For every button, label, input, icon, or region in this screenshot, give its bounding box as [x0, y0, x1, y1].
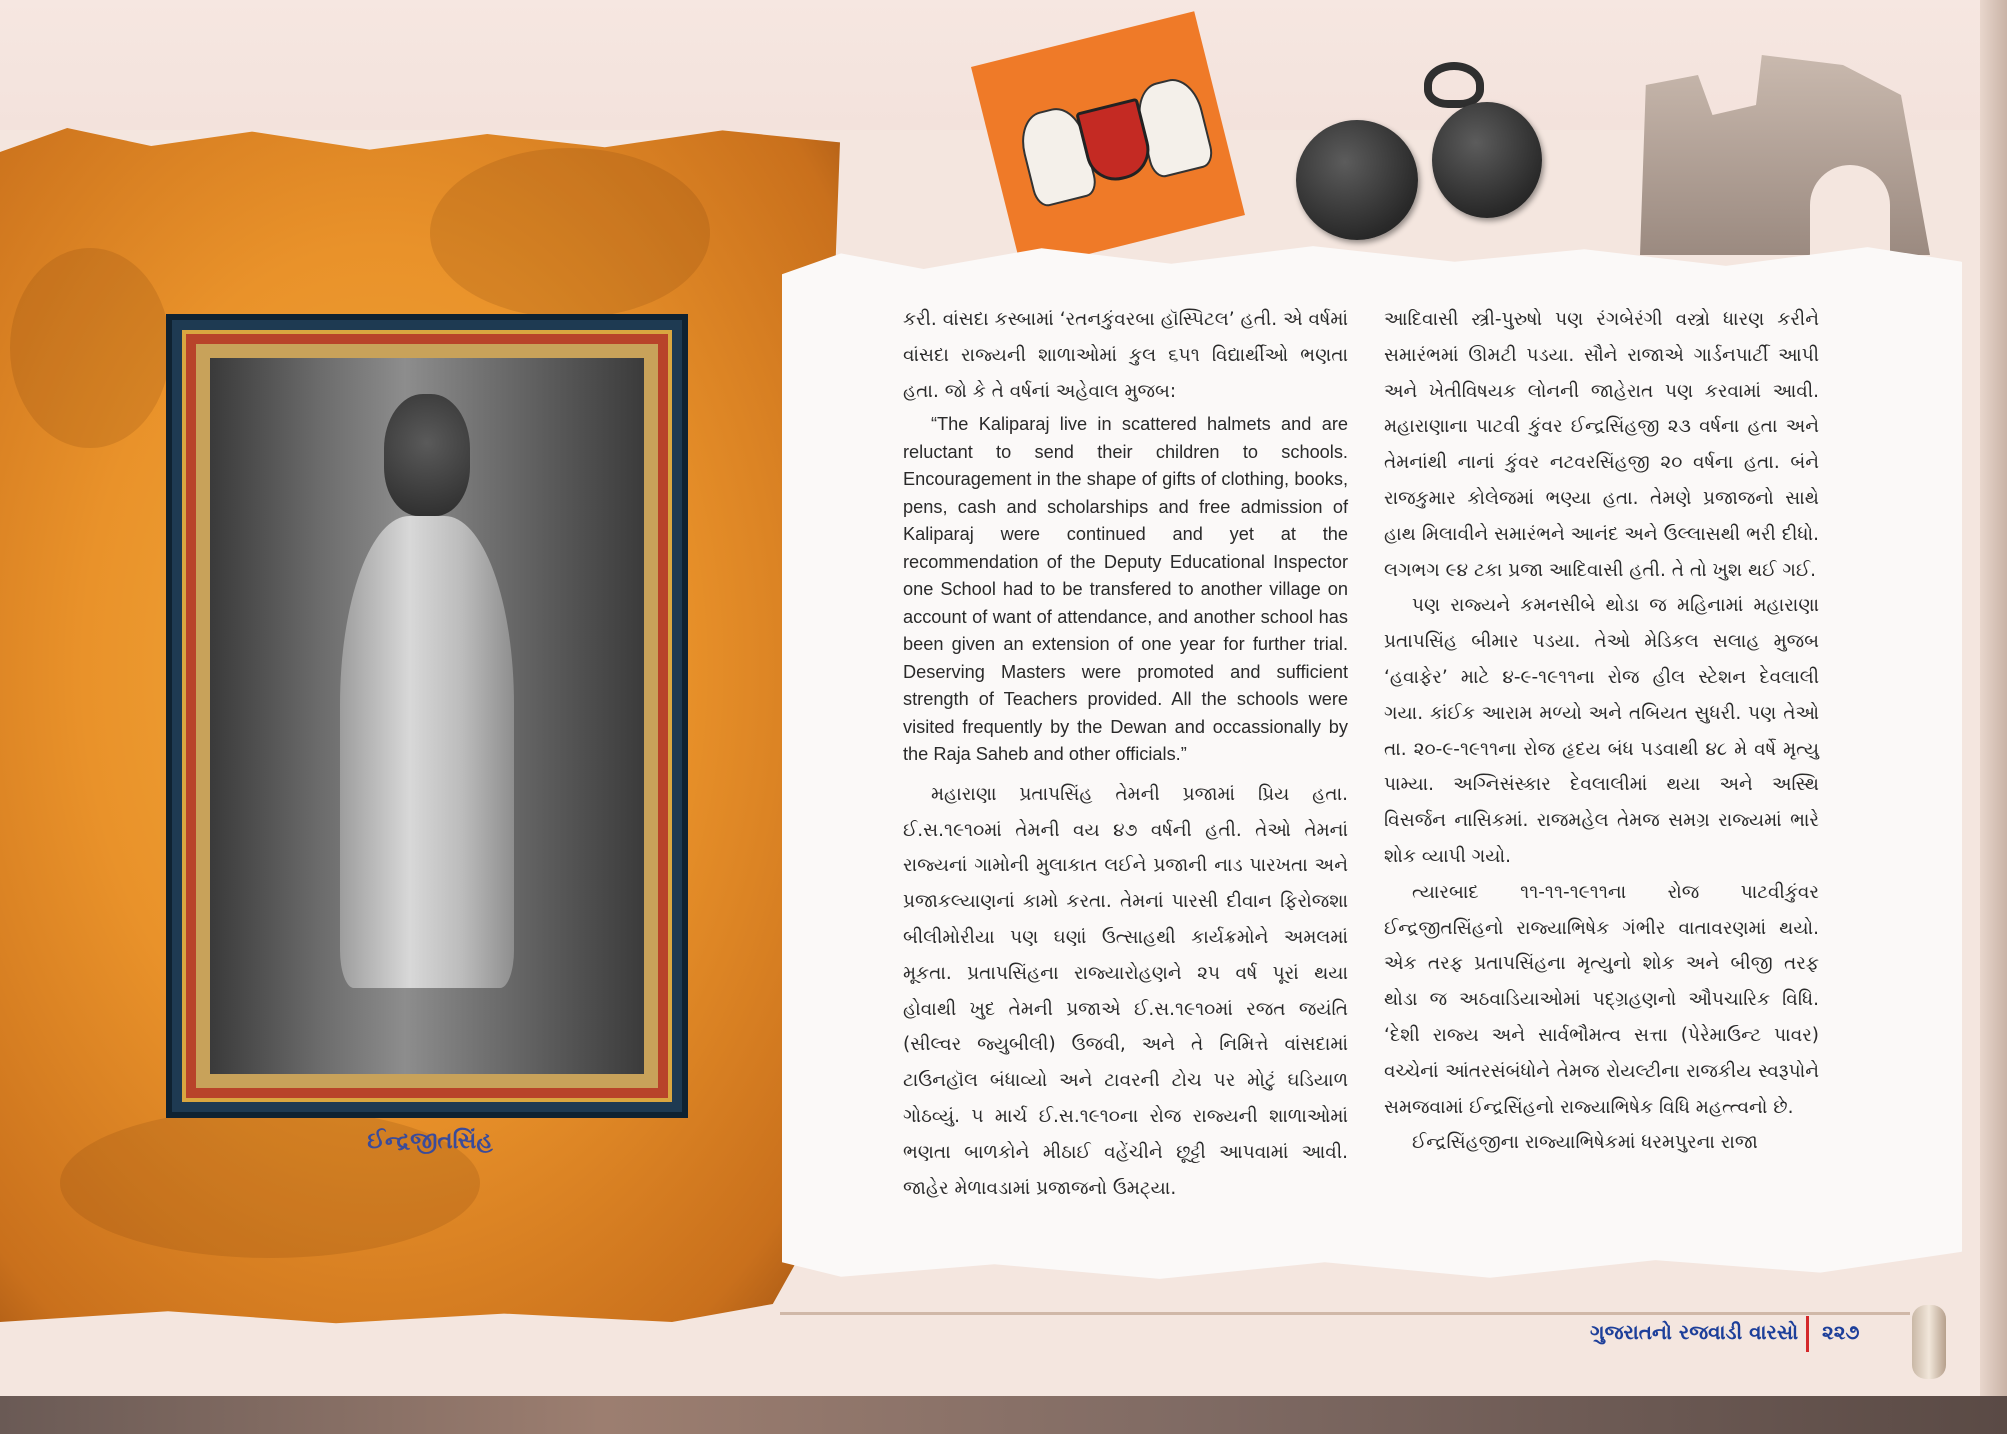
book-edge	[1980, 0, 2007, 1434]
coin-image	[1296, 120, 1418, 240]
coin-image	[1432, 102, 1542, 218]
portrait-photo	[210, 358, 644, 1074]
footer-divider	[1806, 1316, 1809, 1352]
portrait-frame	[166, 314, 688, 1118]
portrait-figure-head	[384, 394, 471, 516]
portrait-border	[186, 334, 668, 1098]
book-title: ગુજરાતનો રજવાડી વારસો	[1590, 1320, 1799, 1344]
fort-arch	[1810, 165, 1890, 255]
left-text-column	[903, 302, 1348, 1206]
scroll-curl-ornament	[1912, 1305, 1946, 1379]
portrait-caption: ઈન્દ્રજીતસિંહ	[367, 1128, 493, 1154]
page-number: ૨૨૭	[1822, 1320, 1860, 1344]
parchment-stain	[10, 248, 170, 448]
quoted-paragraph: “The Kaliparaj live in scattered halmets and are reluctant to send their children to schools. Encouragement in the shape of gifts of clothing, books, pens, cash and scholarships and free admission of Kaliparaj were continued and yet at the recommendation of the Deputy Educational Inspector one School had to be transfered to another village on account of want of attendance, and another school has been given an extension of one year for further trial. Deserving Masters were promoted and sufficient strength of Teachers provided. All the schools were visited frequently by the Dewan and occassionally by the Raja Saheb and other officials.”	[903, 414, 1348, 765]
paragraph: કરી. વાંસદા કસ્બામાં ‘રતનકુંવરબા હૉસ્પિટલ’ હતી. એ વર્ષમાં વાંસદા રાજ્યની શાળાઓમાં કુલ ૬૫૧ વિદ્યાર્થીઓ ભણતા હતા. જો કે તે વર્ષનાં અહેવાલ મુજબ:	[903, 309, 1348, 402]
paragraph: ઈન્દ્રસિંહજીના રાજ્યાભિષેકમાં ધરમપુરના રાજા	[1412, 1132, 1758, 1154]
paragraph: મહારાણા પ્રતાપસિંહ તેમની પ્રજામાં પ્રિય હતા. ઈ.સ.૧૯૧૦માં તેમની વય ૪૭ વર્ષની હતી. તેઓ તેમનાં રાજ્યનાં ગામોની મુલાકાત લઈને પ્રજાની નાડ પારખતા અને પ્રજાકલ્યાણનાં કામો કરતા. તેમનાં પારસી દીવાન ફિરોજશા બીલીમોરીયા પણ ઘણાં ઉત્સાહથી કાર્યક્રમોને અમલમાં મૂકતા. પ્રતાપસિંહના રાજ્યારોહણને ૨૫ વર્ષ પૂરાં થયા હોવાથી ખુદ તેમની પ્રજાએ ઈ.સ.૧૯૧૦માં રજત જયંતિ (સીલ્વર જ્યુબીલી) ઉજવી, અને તે નિમિત્તે વાંસદામાં ટાઉનહૉલ બંધાવ્યો અને ટાવરની ટોચ પર મોટું ઘડિયાળ ગોઠવ્યું. ૫ માર્ચ ઈ.સ.૧૯૧૦ના રોજ રાજ્યની શાળાઓમાં ભણતા બાળકોને મીઠાઈ વહેંચીને છૂટ્ટી આપવામાં આવી. જાહેર મેળાવડામાં પ્રજાજનો ઉમટ્યા.	[903, 783, 1348, 1199]
paragraph: પણ રાજ્યને કમનસીબે થોડા જ મહિનામાં મહારાણા પ્રતાપસિંહ બીમાર પડયા. તેઓ મેડિકલ સલાહ મુજબ ‘હવાફેર’ માટે ૪-૯-૧૯૧૧ના રોજ હીલ સ્ટેશન દેવલાલી ગયા. કાંઈક આરામ મળ્યો અને તબિયત સુધરી. પણ તેઓ તા. ૨૦-૯-૧૯૧૧ના રોજ હૃદય બંધ પડવાથી ૪૮ મે વર્ષે મૃત્યુ પામ્યા. અગ્નિસંસ્કાર દેવલાલીમાં થયા અને અસ્થિ વિસર્જન નાસિકમાં. રાજમહેલ તેમજ સમગ્ર રાજ્યમાં ભારે શોક વ્યાપી ગયો.	[1384, 595, 1819, 867]
parchment-stain	[430, 148, 710, 318]
right-text-column	[1384, 302, 1819, 1161]
paragraph: આદિવાસી સ્ત્રી-પુરુષો પણ રંગબેરંગી વસ્ત્રો ધારણ કરીને સમારંભમાં ઊમટી પડયા. સૌને રાજાએ ગાર્ડનપાર્ટી આપી અને ખેતીવિષયક લોનની જાહેરાત પણ કરવામાં આવી. મહારાણાના પાટવી કુંવર ઈન્દ્રસિંહજી ૨૩ વર્ષના હતા અને તેમનાંથી નાનાં કુંવર નટવરસિંહજી ૨૦ વર્ષના હતા. બંને રાજકુમાર કોલેજમાં ભણ્યા હતા. તેમણે પ્રજાજનો સાથે હાથ મિલાવીને સમારંભને આનંદ અને ઉલ્લાસથી ભરી દીધો. લગભગ ૯૪ ટકા પ્રજા આદિવાસી હતી. તે તો ખુશ થઈ ગઈ.	[1384, 309, 1819, 581]
portrait-figure-body	[340, 516, 514, 989]
paragraph: ત્યારબાદ ૧૧-૧૧-૧૯૧૧ના રોજ પાટવીકુંવર ઈન્દ્રજીતસિંહનો રાજ્યાભિષેક ગંભીર વાતાવરણમાં થયો. એક તરફ પ્રતાપસિંહના મૃત્યુનો શોક અને બીજી તરફ થોડા જ અઠવાડિયાઓમાં પદ્ગ્રહણનો ઔપચારિક વિધિ. ‘દેશી રાજ્ય અને સાર્વભૌમત્વ સત્તા (પેરેમાઉન્ટ પાવર) વચ્ચેનાં આંતરસંબંધોને તેમજ રોયલ્ટીના રાજકીય સ્વરૂપોને સમજવામાં ઈન્દ્રસિંહનો રાજ્યાભિષેક વિધિ મહત્ત્વનો છે.	[1384, 881, 1819, 1118]
coin-loop	[1424, 62, 1484, 108]
bottom-strip	[0, 1396, 2007, 1434]
